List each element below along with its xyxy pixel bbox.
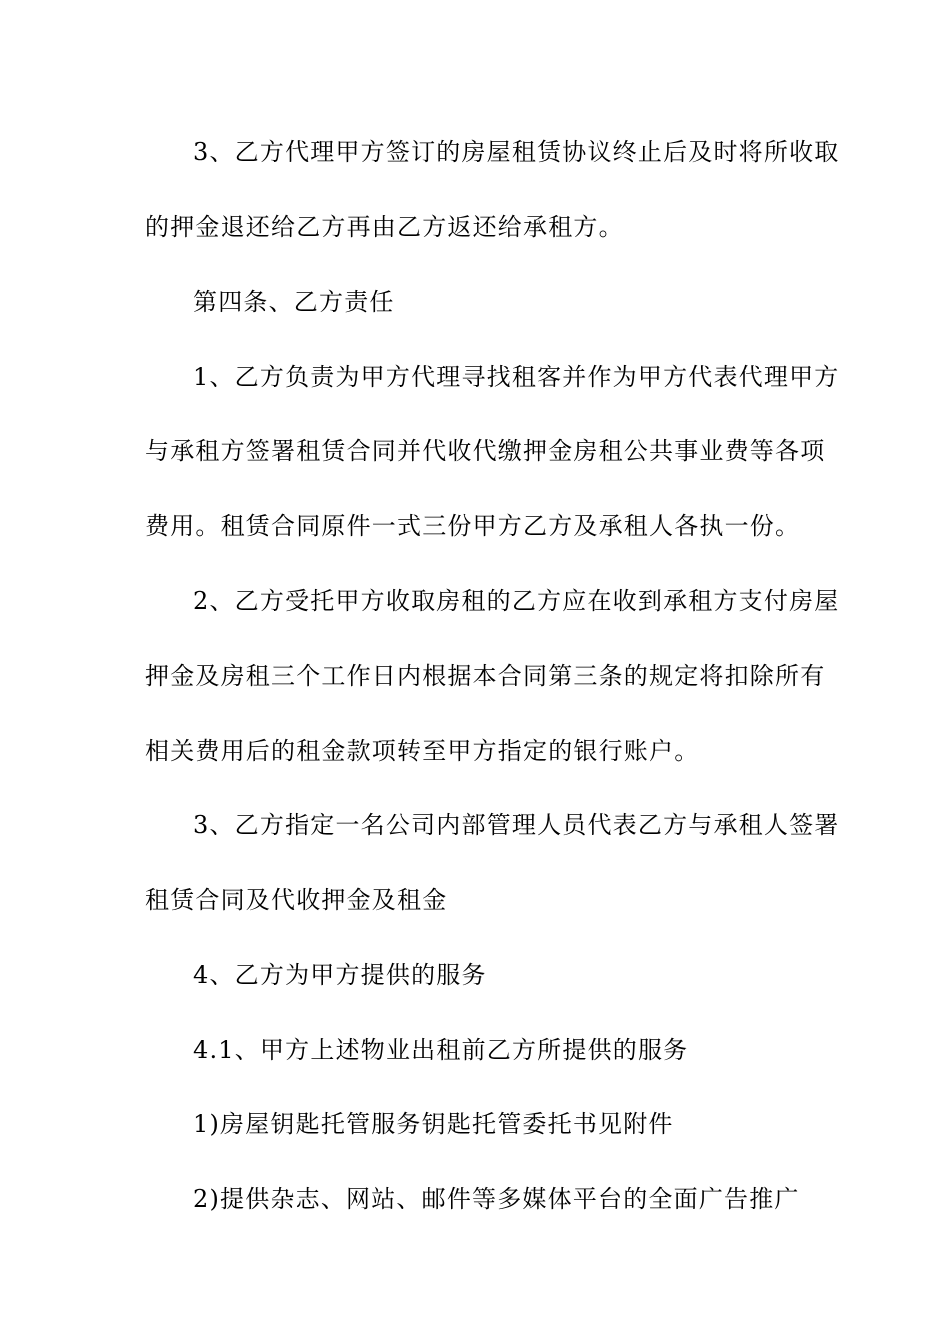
clause-4-heading: 4、乙方为甲方提供的服务: [193, 961, 487, 989]
article-4-heading: 第四条、乙方责任: [193, 288, 395, 316]
service-item-1: 1)房屋钥匙托管服务钥匙托管委托书见附件: [193, 1110, 674, 1138]
service-item-2: 2)提供杂志、网站、邮件等多媒体平台的全面广告推广: [193, 1185, 800, 1213]
clause-3-line-1: 3、乙方指定一名公司内部管理人员代表乙方与承租人签署: [193, 811, 840, 839]
clause-3-line-2: 租赁合同及代收押金及租金: [145, 886, 448, 914]
clause-1-line-2: 与承租方签署租赁合同并代收代缴押金房租公共事业费等各项: [145, 437, 826, 465]
clause-3-refund-line-1: 3、乙方代理甲方签订的房屋租赁协议终止后及时将所收取: [193, 138, 840, 166]
clause-1-line-1: 1、乙方负责为甲方代理寻找租客并作为甲方代表代理甲方: [193, 363, 840, 391]
clause-4-1-heading: 4.1、甲方上述物业出租前乙方所提供的服务: [193, 1036, 689, 1064]
clause-2-line-2: 押金及房租三个工作日内根据本合同第三条的规定将扣除所有: [145, 662, 826, 690]
clause-2-line-3: 相关费用后的租金款项转至甲方指定的银行账户。: [145, 737, 700, 765]
clause-3-refund-line-2: 的押金退还给乙方再由乙方返还给承租方。: [145, 213, 624, 241]
clause-2-line-1: 2、乙方受托甲方收取房租的乙方应在收到承租方支付房屋: [193, 587, 840, 615]
clause-1-line-3: 费用。租赁合同原件一式三份甲方乙方及承租人各执一份。: [145, 512, 801, 540]
